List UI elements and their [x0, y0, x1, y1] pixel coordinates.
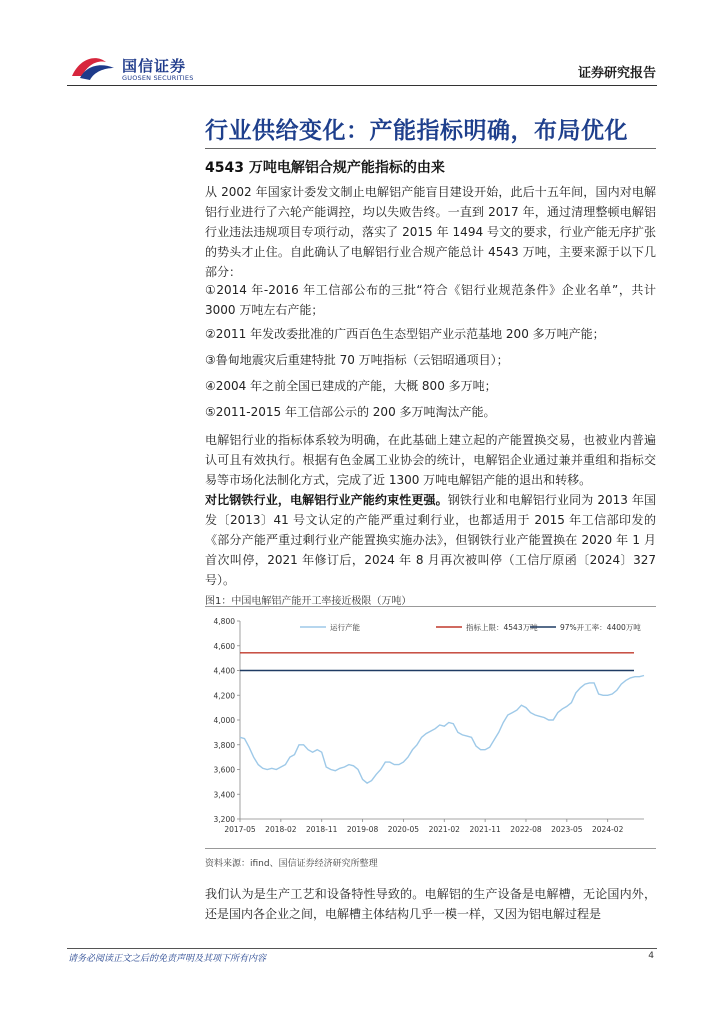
y-tick-label: 4,000: [213, 716, 235, 725]
source-item-2: ②2011 年发改委批准的广西百色生态型铝产业示范基地 200 多万吨产能；: [205, 327, 605, 341]
x-tick-label: 2019-08: [346, 825, 379, 834]
equipment-paragraph: 我们认为是生产工艺和设备特性导致的。电解铝的生产设备是电解槽，无论国内外，还是国内各企业之间，电解槽主体结构几乎一模一样，又因为铝电解过程是: [205, 887, 656, 921]
steel-comparison-paragraph: [205, 490, 656, 590]
y-tick-label: 4,200: [213, 691, 235, 701]
page-number: 4: [648, 951, 654, 961]
y-tick-label: 3,600: [213, 765, 235, 775]
steel-comparison-lead: 对比钢铁行业，电解铝行业产能约束性更强。: [205, 493, 448, 507]
page-header: [0, 0, 724, 86]
legend-label-1: 运行产能: [330, 623, 360, 632]
chart-bottom-divider: [205, 848, 656, 849]
chart-title: 图1：中国电解铝产能开工率接近极限（万吨）: [205, 596, 412, 607]
logo-english-name: GUOSEN SECURITIES: [122, 74, 194, 82]
y-tick-label: 4,800: [213, 617, 235, 626]
steel-comparison-body: 钢铁行业和电解铝行业同为 2013 年国发〔2013〕41 号文认定的产能严重过剩行业，也都适用于 2015 年工信部印发的《部分产能严重过剩行业产能置换实施办法》，但钢铁行业产能置换在 2020 年 1 月首次叫停，2021 年修订后，2024 年 8 月再次被叫停（工信厅原函〔2024〕327 号）。: [205, 493, 656, 587]
source-item-1: ①2014 年-2016 年工信部公布的三批“符合《铝行业规范条件》企业名单”，共计 3000 万吨左右产能；: [205, 283, 656, 317]
logo-mark-icon: [70, 52, 116, 82]
y-tick-label: 4,400: [213, 666, 235, 676]
x-tick-label: 2022-08: [510, 825, 542, 834]
legend-label-3: 97%开工率：4400万吨: [560, 623, 641, 632]
capacity-line-chart: [200, 607, 656, 843]
y-tick-label: 3,200: [213, 815, 235, 824]
footer-disclaimer: 请务必阅读正文之后的免责声明及其项下所有内容: [68, 954, 267, 964]
x-tick-label: 2018-11: [306, 825, 338, 834]
section-heading: 4543 万吨电解铝合规产能指标的由来: [205, 160, 445, 176]
x-tick-label: 2021-02: [428, 825, 460, 834]
x-tick-label: 2024-02: [592, 825, 624, 834]
x-tick-label: 2021-11: [469, 825, 501, 834]
x-tick-label: 2018-02: [265, 825, 297, 834]
intro-paragraph: 从 2002 年国家计委发文制止电解铝产能盲目建设开始，此后十五年间，国内对电解铝行业进行了六轮产能调控，均以失败告终。一直到 2017 年，通过清理整顿电解铝行业违法违规项目专项行动，落实了 2015 年 1494 号文的要求，行业产能无序扩张的势头才止住。自此确认了电解铝行业合规产能总计 4543 万吨，主要来源于以下几部分：: [205, 185, 656, 279]
guosen-logo: [70, 52, 200, 84]
report-type-label: 证券研究报告: [577, 66, 656, 81]
y-tick-label: 3,400: [213, 790, 235, 800]
chart-source: 资料来源：ifind、国信证券经济研究所整理: [205, 859, 378, 869]
legend-label-2: 指标上限：4543万吨: [466, 623, 538, 632]
title-divider: [205, 148, 656, 149]
x-tick-label: 2017-05: [224, 825, 256, 834]
y-tick-label: 3,800: [213, 740, 235, 750]
logo-chinese-name: 国信证券: [122, 57, 187, 75]
y-tick-label: 4,600: [213, 641, 235, 651]
source-item-5: ⑤2011-2015 年工信部公示的 200 多万吨淘汰产能。: [205, 405, 496, 419]
source-item-4: ④2004 年之前全国已建成的产能，大概 800 多万吨；: [205, 379, 497, 393]
page-title: 行业供给变化：产能指标明确，布局优化: [205, 118, 628, 144]
series-line-1: [240, 676, 644, 784]
footer-divider: [67, 948, 657, 949]
header-divider: [67, 85, 657, 86]
x-tick-label: 2023-05: [551, 825, 583, 834]
source-item-3: ③鲁甸地震灾后重建特批 70 万吨指标（云铝昭通项目）；: [205, 353, 509, 367]
x-tick-label: 2020-05: [387, 825, 420, 834]
indicator-system-paragraph: 电解铝行业的指标体系较为明确，在此基础上建立起的产能置换交易，也被业内普遍认可且有效执行。根据有色金属工业协会的统计，电解铝企业通过兼并重组和指标交易等市场化法制化方式，完成了近 1300 万吨电解铝产能的退出和转移。: [205, 433, 656, 487]
